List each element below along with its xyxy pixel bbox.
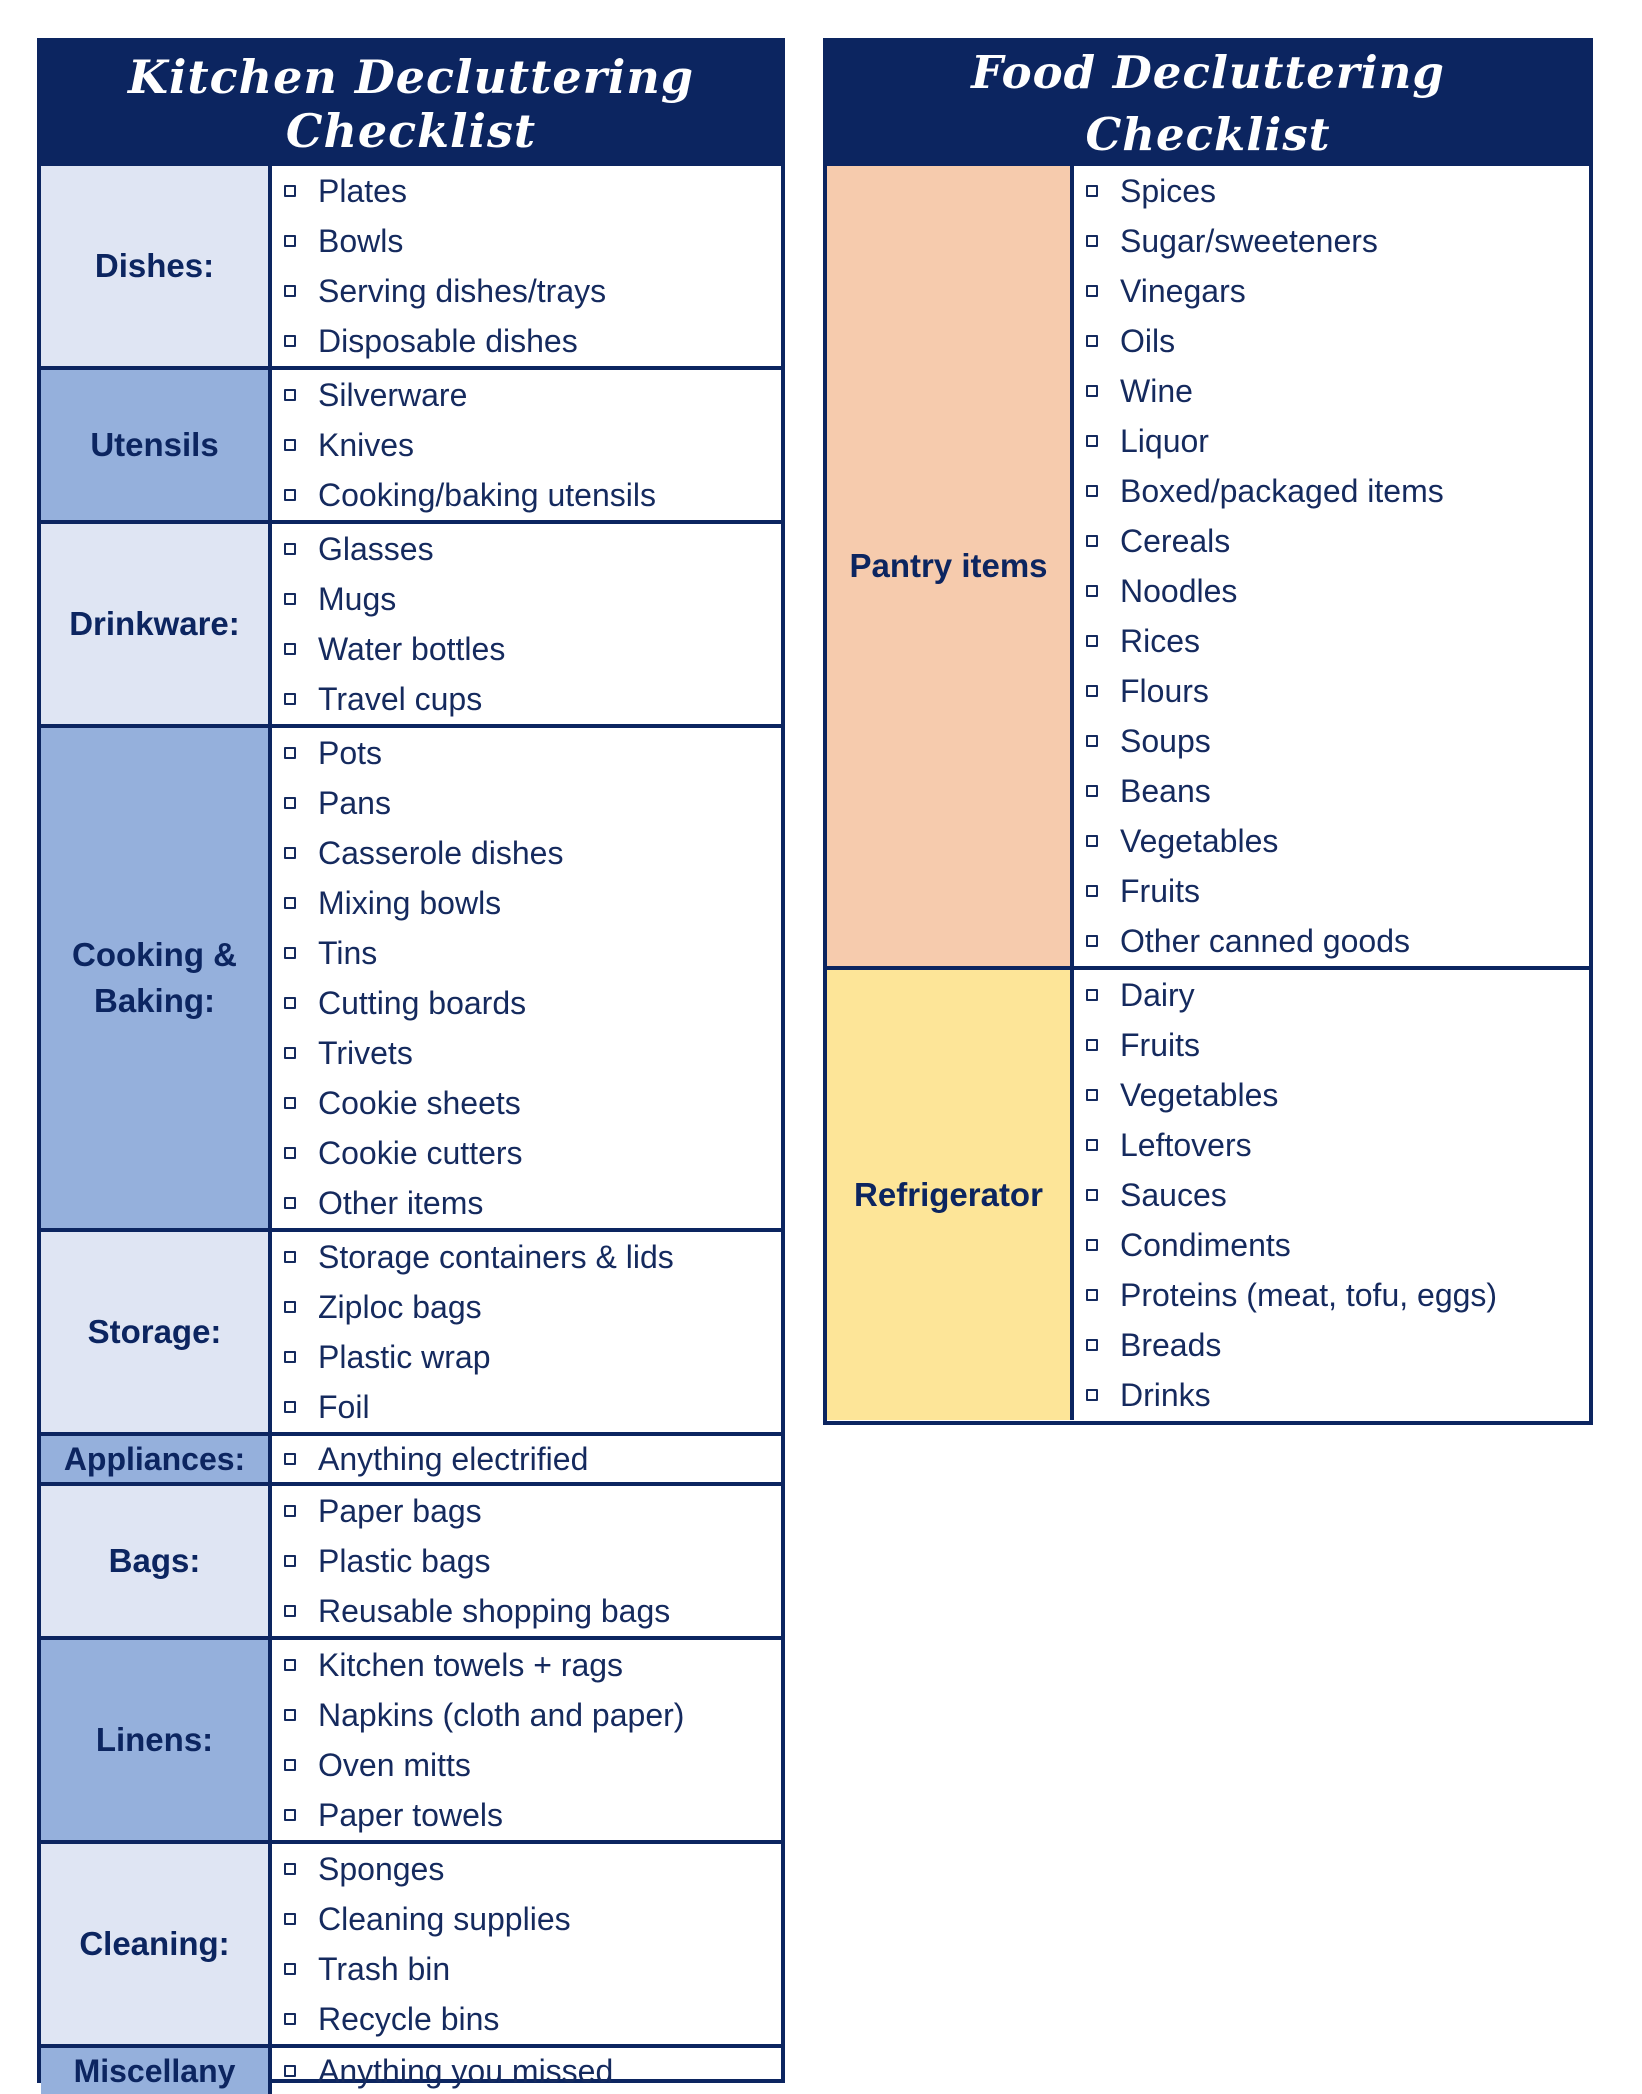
section-label: Cooking & Baking: xyxy=(41,728,272,1228)
checklist-item-label: Vinegars xyxy=(1120,272,1246,309)
checklist-item-label: Anything electrified xyxy=(318,1440,589,1477)
checklist-items xyxy=(272,166,781,366)
checklist-item-label: Plastic wrap xyxy=(318,1338,491,1375)
checklist-items xyxy=(272,1844,781,2044)
checklist-item-label: Fruits xyxy=(1120,1026,1200,1063)
section-label: Refrigerator xyxy=(827,970,1074,1420)
checkbox-icon[interactable] xyxy=(284,1709,296,1721)
checklist-item-label: Oils xyxy=(1120,322,1176,359)
checklist-item[interactable] xyxy=(1086,1270,1589,1320)
checklist-item[interactable] xyxy=(284,1994,781,2044)
checklist-item[interactable] xyxy=(1086,1320,1589,1370)
checklist-item[interactable] xyxy=(1086,316,1589,366)
checklist-item-label: Kitchen towels + rags xyxy=(318,1646,624,1683)
checklist-items xyxy=(272,1436,781,1482)
checklist-item[interactable] xyxy=(1086,1120,1589,1170)
checkbox-icon[interactable] xyxy=(284,335,296,347)
section-label: Storage: xyxy=(41,1232,272,1432)
checklist-item[interactable] xyxy=(1086,970,1589,1020)
checklist-item-label: Foil xyxy=(318,1388,370,1425)
checkbox-icon[interactable] xyxy=(284,1251,296,1263)
checkbox-icon[interactable] xyxy=(284,593,296,605)
checkbox-icon[interactable] xyxy=(284,1453,296,1465)
food-checklist xyxy=(823,38,1593,1425)
checkbox-icon[interactable] xyxy=(284,2065,296,2077)
checkbox-icon[interactable] xyxy=(284,439,296,451)
checkbox-icon[interactable] xyxy=(1086,185,1098,197)
checkbox-icon[interactable] xyxy=(1086,435,1098,447)
checklist-item[interactable] xyxy=(284,674,781,724)
checklist-item-label: Mixing bowls xyxy=(318,884,502,921)
checklist-item[interactable] xyxy=(284,2048,781,2094)
checklist-item-label: Liquor xyxy=(1120,422,1209,459)
checklist-item-label: Soups xyxy=(1120,722,1211,759)
checkbox-icon[interactable] xyxy=(284,1097,296,1109)
checklist-item[interactable] xyxy=(284,1028,781,1078)
checklist-item-label: Boxed/packaged items xyxy=(1120,472,1444,509)
checkbox-icon[interactable] xyxy=(284,797,296,809)
checklist-item-label: Ziploc bags xyxy=(318,1288,482,1325)
checklist-item-label: Tins xyxy=(318,934,378,971)
checkbox-icon[interactable] xyxy=(1086,1089,1098,1101)
checklist-item[interactable] xyxy=(1086,416,1589,466)
checklist-item[interactable] xyxy=(284,574,781,624)
checkbox-icon[interactable] xyxy=(1086,235,1098,247)
checklist-item-label: Sauces xyxy=(1120,1176,1227,1213)
checklist-item[interactable] xyxy=(284,470,781,520)
checkbox-icon[interactable] xyxy=(284,643,296,655)
checklist-item-label: Pans xyxy=(318,784,391,821)
checklist-item[interactable] xyxy=(284,1844,781,1894)
section-label: Dishes: xyxy=(41,166,272,366)
checklist-item-label: Disposable dishes xyxy=(318,322,578,359)
checkbox-icon[interactable] xyxy=(284,285,296,297)
kitchen-section-miscellany xyxy=(41,2044,781,2094)
checklist-item[interactable] xyxy=(284,728,781,778)
checklist-item-label: Cleaning supplies xyxy=(318,1900,571,1937)
section-label: Linens: xyxy=(41,1640,272,1840)
checklist-item[interactable] xyxy=(284,1178,781,1228)
section-label: Pantry items xyxy=(827,166,1074,966)
checklist-item[interactable] xyxy=(284,1740,781,1790)
checklist-item-label: Plastic bags xyxy=(318,1542,491,1579)
checklist-item[interactable] xyxy=(1086,466,1589,516)
checklist-item[interactable] xyxy=(1086,266,1589,316)
checklist-item[interactable] xyxy=(284,978,781,1028)
checkbox-icon[interactable] xyxy=(284,1963,296,1975)
checkbox-icon[interactable] xyxy=(284,1659,296,1671)
checkbox-icon[interactable] xyxy=(1086,635,1098,647)
checkbox-icon[interactable] xyxy=(1086,485,1098,497)
checkbox-icon[interactable] xyxy=(1086,685,1098,697)
food-section-refrigerator xyxy=(827,966,1589,1420)
kitchen-section-bags xyxy=(41,1482,781,1636)
checklist-item[interactable] xyxy=(1086,166,1589,216)
checkbox-icon[interactable] xyxy=(284,1605,296,1617)
kitchen-section-drinkware xyxy=(41,520,781,724)
checklist-item-label: Paper towels xyxy=(318,1796,503,1833)
checklist-item[interactable] xyxy=(284,266,781,316)
checklist-item[interactable] xyxy=(284,166,781,216)
checklist-item-label: Storage containers & lids xyxy=(318,1238,674,1275)
checkbox-icon[interactable] xyxy=(284,235,296,247)
checkbox-icon[interactable] xyxy=(284,1147,296,1159)
checkbox-icon[interactable] xyxy=(1086,1339,1098,1351)
checkbox-icon[interactable] xyxy=(284,389,296,401)
checkbox-icon[interactable] xyxy=(284,997,296,1009)
checkbox-icon[interactable] xyxy=(284,1401,296,1413)
checklist-item-label: Other items xyxy=(318,1184,484,1221)
checkbox-icon[interactable] xyxy=(1086,885,1098,897)
checklist-item[interactable] xyxy=(1086,666,1589,716)
kitchen-section-dishes xyxy=(41,166,781,366)
checklist-item[interactable] xyxy=(284,216,781,266)
food-section-pantry-items xyxy=(827,166,1589,966)
checklist-item[interactable] xyxy=(284,1690,781,1740)
checkbox-icon[interactable] xyxy=(284,1047,296,1059)
section-label: Cleaning: xyxy=(41,1844,272,2044)
checklist-item[interactable] xyxy=(1086,1020,1589,1070)
checklist-item[interactable] xyxy=(1086,216,1589,266)
checklist-item-label: Reusable shopping bags xyxy=(318,1592,671,1629)
checklist-item-label: Cereals xyxy=(1120,522,1231,559)
checkbox-icon[interactable] xyxy=(284,1759,296,1771)
checkbox-icon[interactable] xyxy=(1086,935,1098,947)
checklist-item-label: Paper bags xyxy=(318,1492,482,1529)
checkbox-icon[interactable] xyxy=(284,1301,296,1313)
checklist-item-label: Cookie cutters xyxy=(318,1134,523,1171)
checkbox-icon[interactable] xyxy=(284,1197,296,1209)
checklist-item-label: Vegetables xyxy=(1120,822,1279,859)
checklist-item[interactable] xyxy=(284,1790,781,1840)
checklist-item[interactable] xyxy=(1086,716,1589,766)
checkbox-icon[interactable] xyxy=(284,947,296,959)
checkbox-icon[interactable] xyxy=(284,1809,296,1821)
checkbox-icon[interactable] xyxy=(1086,585,1098,597)
checklist-items xyxy=(1074,166,1589,966)
checkbox-icon[interactable] xyxy=(284,1913,296,1925)
checklist-item-label: Cookie sheets xyxy=(318,1084,521,1121)
checklist-items xyxy=(1074,970,1589,1420)
kitchen-section-cooking-baking xyxy=(41,724,781,1228)
checkbox-icon[interactable] xyxy=(1086,1039,1098,1051)
checklist-item[interactable] xyxy=(284,1640,781,1690)
checkbox-icon[interactable] xyxy=(1086,835,1098,847)
kitchen-section-appliances xyxy=(41,1432,781,1482)
checklist-item[interactable] xyxy=(1086,766,1589,816)
checklist-item[interactable] xyxy=(1086,816,1589,866)
checklist-item[interactable] xyxy=(284,1894,781,1944)
checkbox-icon[interactable] xyxy=(1086,735,1098,747)
checkbox-icon[interactable] xyxy=(1086,1139,1098,1151)
checklist-item[interactable] xyxy=(284,878,781,928)
checkbox-icon[interactable] xyxy=(1086,785,1098,797)
checkbox-icon[interactable] xyxy=(1086,1289,1098,1301)
checklist-item-label: Wine xyxy=(1120,372,1193,409)
checklist-item[interactable] xyxy=(1086,916,1589,966)
checkbox-icon[interactable] xyxy=(284,1555,296,1567)
checklist-item-label: Beans xyxy=(1120,772,1211,809)
checklist-item-label: Oven mitts xyxy=(318,1746,471,1783)
checklist-items xyxy=(272,1232,781,1432)
checkbox-icon[interactable] xyxy=(284,847,296,859)
checklist-item-label: Casserole dishes xyxy=(318,834,564,871)
checklist-items xyxy=(272,2048,781,2094)
checklist-item[interactable] xyxy=(284,828,781,878)
checklist-item-label: Noodles xyxy=(1120,572,1238,609)
checkbox-icon[interactable] xyxy=(284,747,296,759)
checklist-item[interactable] xyxy=(1086,1070,1589,1120)
checkbox-icon[interactable] xyxy=(1086,385,1098,397)
checkbox-icon[interactable] xyxy=(284,2013,296,2025)
kitchen-section-utensils xyxy=(41,366,781,520)
checklist-item[interactable] xyxy=(284,1486,781,1536)
checklist-item-label: Leftovers xyxy=(1120,1126,1252,1163)
checklist-items xyxy=(272,1640,781,1840)
checklist-item-label: Plates xyxy=(318,172,407,209)
kitchen-checklist-title: Kitchen Decluttering Checklist xyxy=(41,42,781,166)
checklist-item[interactable] xyxy=(284,1078,781,1128)
checklist-item-label: Sugar/sweeteners xyxy=(1120,222,1378,259)
checklist-item-label: Fruits xyxy=(1120,872,1200,909)
food-checklist-title: Food Decluttering Checklist xyxy=(827,42,1589,166)
checklist-item[interactable] xyxy=(1086,1370,1589,1420)
checklist-item-label: Sponges xyxy=(318,1850,445,1887)
checklist-item[interactable] xyxy=(1086,366,1589,416)
checklist-item-label: Condiments xyxy=(1120,1226,1291,1263)
checkbox-icon[interactable] xyxy=(284,693,296,705)
checklist-item[interactable] xyxy=(284,1536,781,1586)
checklist-item[interactable] xyxy=(284,1332,781,1382)
checklist-items xyxy=(272,1486,781,1636)
checklist-item[interactable] xyxy=(284,1128,781,1178)
checklist-item-label: Proteins (meat, tofu, eggs) xyxy=(1120,1276,1498,1313)
checkbox-icon[interactable] xyxy=(284,1863,296,1875)
checklist-item[interactable] xyxy=(284,1944,781,1994)
kitchen-checklist xyxy=(37,38,785,2089)
checklist-item[interactable] xyxy=(1086,1170,1589,1220)
checklist-item[interactable] xyxy=(284,524,781,574)
checklist-item-label: Silverware xyxy=(318,376,468,413)
checkbox-icon[interactable] xyxy=(1086,285,1098,297)
checklist-item[interactable] xyxy=(284,778,781,828)
checklist-item-label: Trash bin xyxy=(318,1950,451,1987)
kitchen-section-storage xyxy=(41,1228,781,1432)
section-label: Bags: xyxy=(41,1486,272,1636)
checklist-item-label: Drinks xyxy=(1120,1376,1211,1413)
checkbox-icon[interactable] xyxy=(284,489,296,501)
checklist-item[interactable] xyxy=(284,1382,781,1432)
checklist-items xyxy=(272,524,781,724)
section-label: Utensils xyxy=(41,370,272,520)
checkbox-icon[interactable] xyxy=(1086,535,1098,547)
checkbox-icon[interactable] xyxy=(284,543,296,555)
checklist-item-label: Water bottles xyxy=(318,630,506,667)
checkbox-icon[interactable] xyxy=(284,1505,296,1517)
checklist-item-label: Anything you missed xyxy=(318,2052,614,2089)
checklist-item[interactable] xyxy=(1086,516,1589,566)
checklist-item-label: Vegetables xyxy=(1120,1076,1279,1113)
checklist-item[interactable] xyxy=(1086,866,1589,916)
checklist-item-label: Serving dishes/trays xyxy=(318,272,607,309)
checklist-item-label: Glasses xyxy=(318,530,434,567)
checklist-item-label: Spices xyxy=(1120,172,1217,209)
checklist-items xyxy=(272,370,781,520)
checklist-item-label: Napkins (cloth and paper) xyxy=(318,1696,685,1733)
checkbox-icon[interactable] xyxy=(1086,1189,1098,1201)
checkbox-icon[interactable] xyxy=(284,897,296,909)
checklist-item[interactable] xyxy=(284,1232,781,1282)
checkbox-icon[interactable] xyxy=(1086,335,1098,347)
checklist-item[interactable] xyxy=(1086,566,1589,616)
checklist-item[interactable] xyxy=(284,1586,781,1636)
checklist-item[interactable] xyxy=(284,928,781,978)
checkbox-icon[interactable] xyxy=(284,1351,296,1363)
checklist-item[interactable] xyxy=(284,420,781,470)
checklist-item-label: Pots xyxy=(318,734,383,771)
checklist-item[interactable] xyxy=(1086,1220,1589,1270)
checklist-item-label: Mugs xyxy=(318,580,397,617)
checklist-item-label: Rices xyxy=(1120,622,1201,659)
checklist-item-label: Bowls xyxy=(318,222,404,259)
checklist-item-label: Breads xyxy=(1120,1326,1222,1363)
checklist-item-label: Flours xyxy=(1120,672,1209,709)
kitchen-section-linens xyxy=(41,1636,781,1840)
checklist-items xyxy=(272,728,781,1228)
section-label: Miscellany xyxy=(41,2048,272,2094)
checklist-item-label: Cutting boards xyxy=(318,984,527,1021)
checklist-item[interactable] xyxy=(284,624,781,674)
checklist-item[interactable] xyxy=(1086,616,1589,666)
checklist-item-label: Other canned goods xyxy=(1120,922,1410,959)
checklist-item[interactable] xyxy=(284,316,781,366)
checklist-item[interactable] xyxy=(284,1436,781,1482)
section-label: Drinkware: xyxy=(41,524,272,724)
checklist-item-label: Knives xyxy=(318,426,415,463)
kitchen-section-cleaning xyxy=(41,1840,781,2044)
checkbox-icon[interactable] xyxy=(1086,1389,1098,1401)
checkbox-icon[interactable] xyxy=(1086,989,1098,1001)
checklist-item-label: Recycle bins xyxy=(318,2000,500,2037)
checkbox-icon[interactable] xyxy=(1086,1239,1098,1251)
checklist-item-label: Travel cups xyxy=(318,680,483,717)
checkbox-icon[interactable] xyxy=(284,185,296,197)
checklist-item[interactable] xyxy=(284,1282,781,1332)
checklist-item[interactable] xyxy=(284,370,781,420)
checklist-item-label: Trivets xyxy=(318,1034,413,1071)
section-label: Appliances: xyxy=(41,1436,272,1482)
checklist-item-label: Dairy xyxy=(1120,976,1195,1013)
checklist-item-label: Cooking/baking utensils xyxy=(318,476,656,513)
